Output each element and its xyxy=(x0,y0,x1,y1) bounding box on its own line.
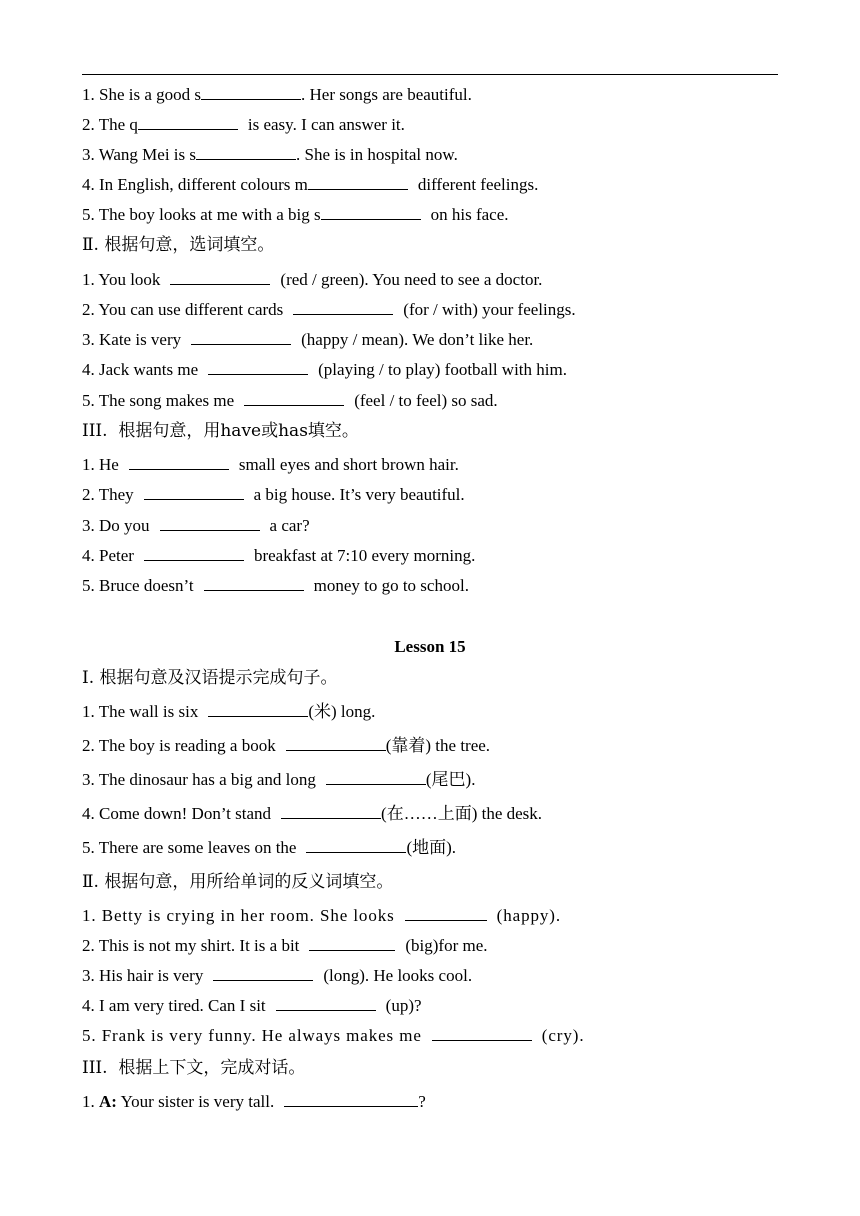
answer-blank[interactable] xyxy=(213,966,313,981)
lesson-title: Lesson 15 xyxy=(394,637,466,656)
answer-blank[interactable] xyxy=(281,804,381,819)
question-line: 3. Wang Mei is s . She is in hospital now. xyxy=(82,145,458,164)
question-line: 1. You look (red / green). You need to see a doctor. xyxy=(82,270,543,289)
question-line: 3. Kate is very (happy / mean). We don’t like her. xyxy=(82,330,534,349)
answer-blank[interactable] xyxy=(160,516,260,531)
answer-blank[interactable] xyxy=(432,1026,532,1041)
question-line: 5. Bruce doesn’t money to go to school. xyxy=(82,576,469,595)
answer-blank[interactable] xyxy=(138,115,238,130)
answer-blank[interactable] xyxy=(129,455,229,470)
section-heading: Ⅰ. 根据句意及汉语提示完成句子。 xyxy=(82,668,338,688)
answer-blank[interactable] xyxy=(208,702,308,717)
question-line: 1. Betty is crying in her room. She looks (happy). xyxy=(82,906,561,925)
question-line: 1. She is a good s . Her songs are beautiful. xyxy=(82,85,472,104)
question-line: 3. The dinosaur has a big and long (尾巴). xyxy=(82,770,476,789)
question-line: 5. The boy looks at me with a big s on his face. xyxy=(82,205,509,224)
answer-blank[interactable] xyxy=(196,145,296,160)
question-line: 2. The boy is reading a book (靠着) the tree. xyxy=(82,736,491,755)
question-line: 4. Come down! Don’t stand (在……上面) the desk. xyxy=(82,804,543,823)
top-rule xyxy=(82,74,778,75)
question-line: 4. Peter breakfast at 7:10 every morning. xyxy=(82,546,476,565)
speaker-label: A: xyxy=(99,1092,117,1111)
question-line: 2. This is not my shirt. It is a bit (big)for me. xyxy=(82,936,488,955)
answer-blank[interactable] xyxy=(286,736,386,751)
answer-blank[interactable] xyxy=(191,330,291,345)
answer-blank[interactable] xyxy=(308,175,408,190)
question-line: 3. His hair is very (long). He looks cool. xyxy=(82,966,473,985)
answer-blank[interactable] xyxy=(144,485,244,500)
answer-blank[interactable] xyxy=(326,770,426,785)
answer-blank[interactable] xyxy=(293,300,393,315)
question-line: 2. They a big house. It’s very beautiful. xyxy=(82,485,465,504)
answer-blank[interactable] xyxy=(244,391,344,406)
question-line: 1. The wall is six (米) long. xyxy=(82,702,376,721)
question-line: 2. The q is easy. I can answer it. xyxy=(82,115,405,134)
section-heading: III. 根据上下文，完成对话。 xyxy=(82,1058,306,1078)
question-line: 3. Do you a car? xyxy=(82,516,310,535)
question-line: 4. In English, different colours m different feelings. xyxy=(82,175,539,194)
question-line: 5. There are some leaves on the (地面). xyxy=(82,838,457,857)
section-heading: III. 根据句意，用have或has填空。 xyxy=(82,421,359,441)
answer-blank[interactable] xyxy=(208,360,308,375)
answer-blank[interactable] xyxy=(170,270,270,285)
question-line: 4. Jack wants me (playing / to play) football with him. xyxy=(82,360,567,379)
question-line: 5. The song makes me (feel / to feel) so sad. xyxy=(82,391,498,410)
answer-blank[interactable] xyxy=(321,205,421,220)
answer-blank[interactable] xyxy=(306,838,406,853)
question-line: 1. A: Your sister is very tall. ? xyxy=(82,1092,426,1111)
question-line: 5. Frank is very funny. He always makes me (cry). xyxy=(82,1026,585,1045)
answer-blank[interactable] xyxy=(204,576,304,591)
question-line: 1. He small eyes and short brown hair. xyxy=(82,455,459,474)
section-heading: Ⅱ. 根据句意，选词填空。 xyxy=(82,235,275,255)
answer-blank[interactable] xyxy=(284,1092,418,1107)
answer-blank[interactable] xyxy=(201,85,301,100)
answer-blank[interactable] xyxy=(276,996,376,1011)
answer-blank[interactable] xyxy=(144,546,244,561)
section-heading: Ⅱ. 根据句意，用所给单词的反义词填空。 xyxy=(82,872,394,892)
answer-blank[interactable] xyxy=(405,906,487,921)
question-line: 2. You can use different cards (for / with) your feelings. xyxy=(82,300,576,319)
answer-blank[interactable] xyxy=(309,936,395,951)
question-line: 4. I am very tired. Can I sit (up)? xyxy=(82,996,422,1015)
